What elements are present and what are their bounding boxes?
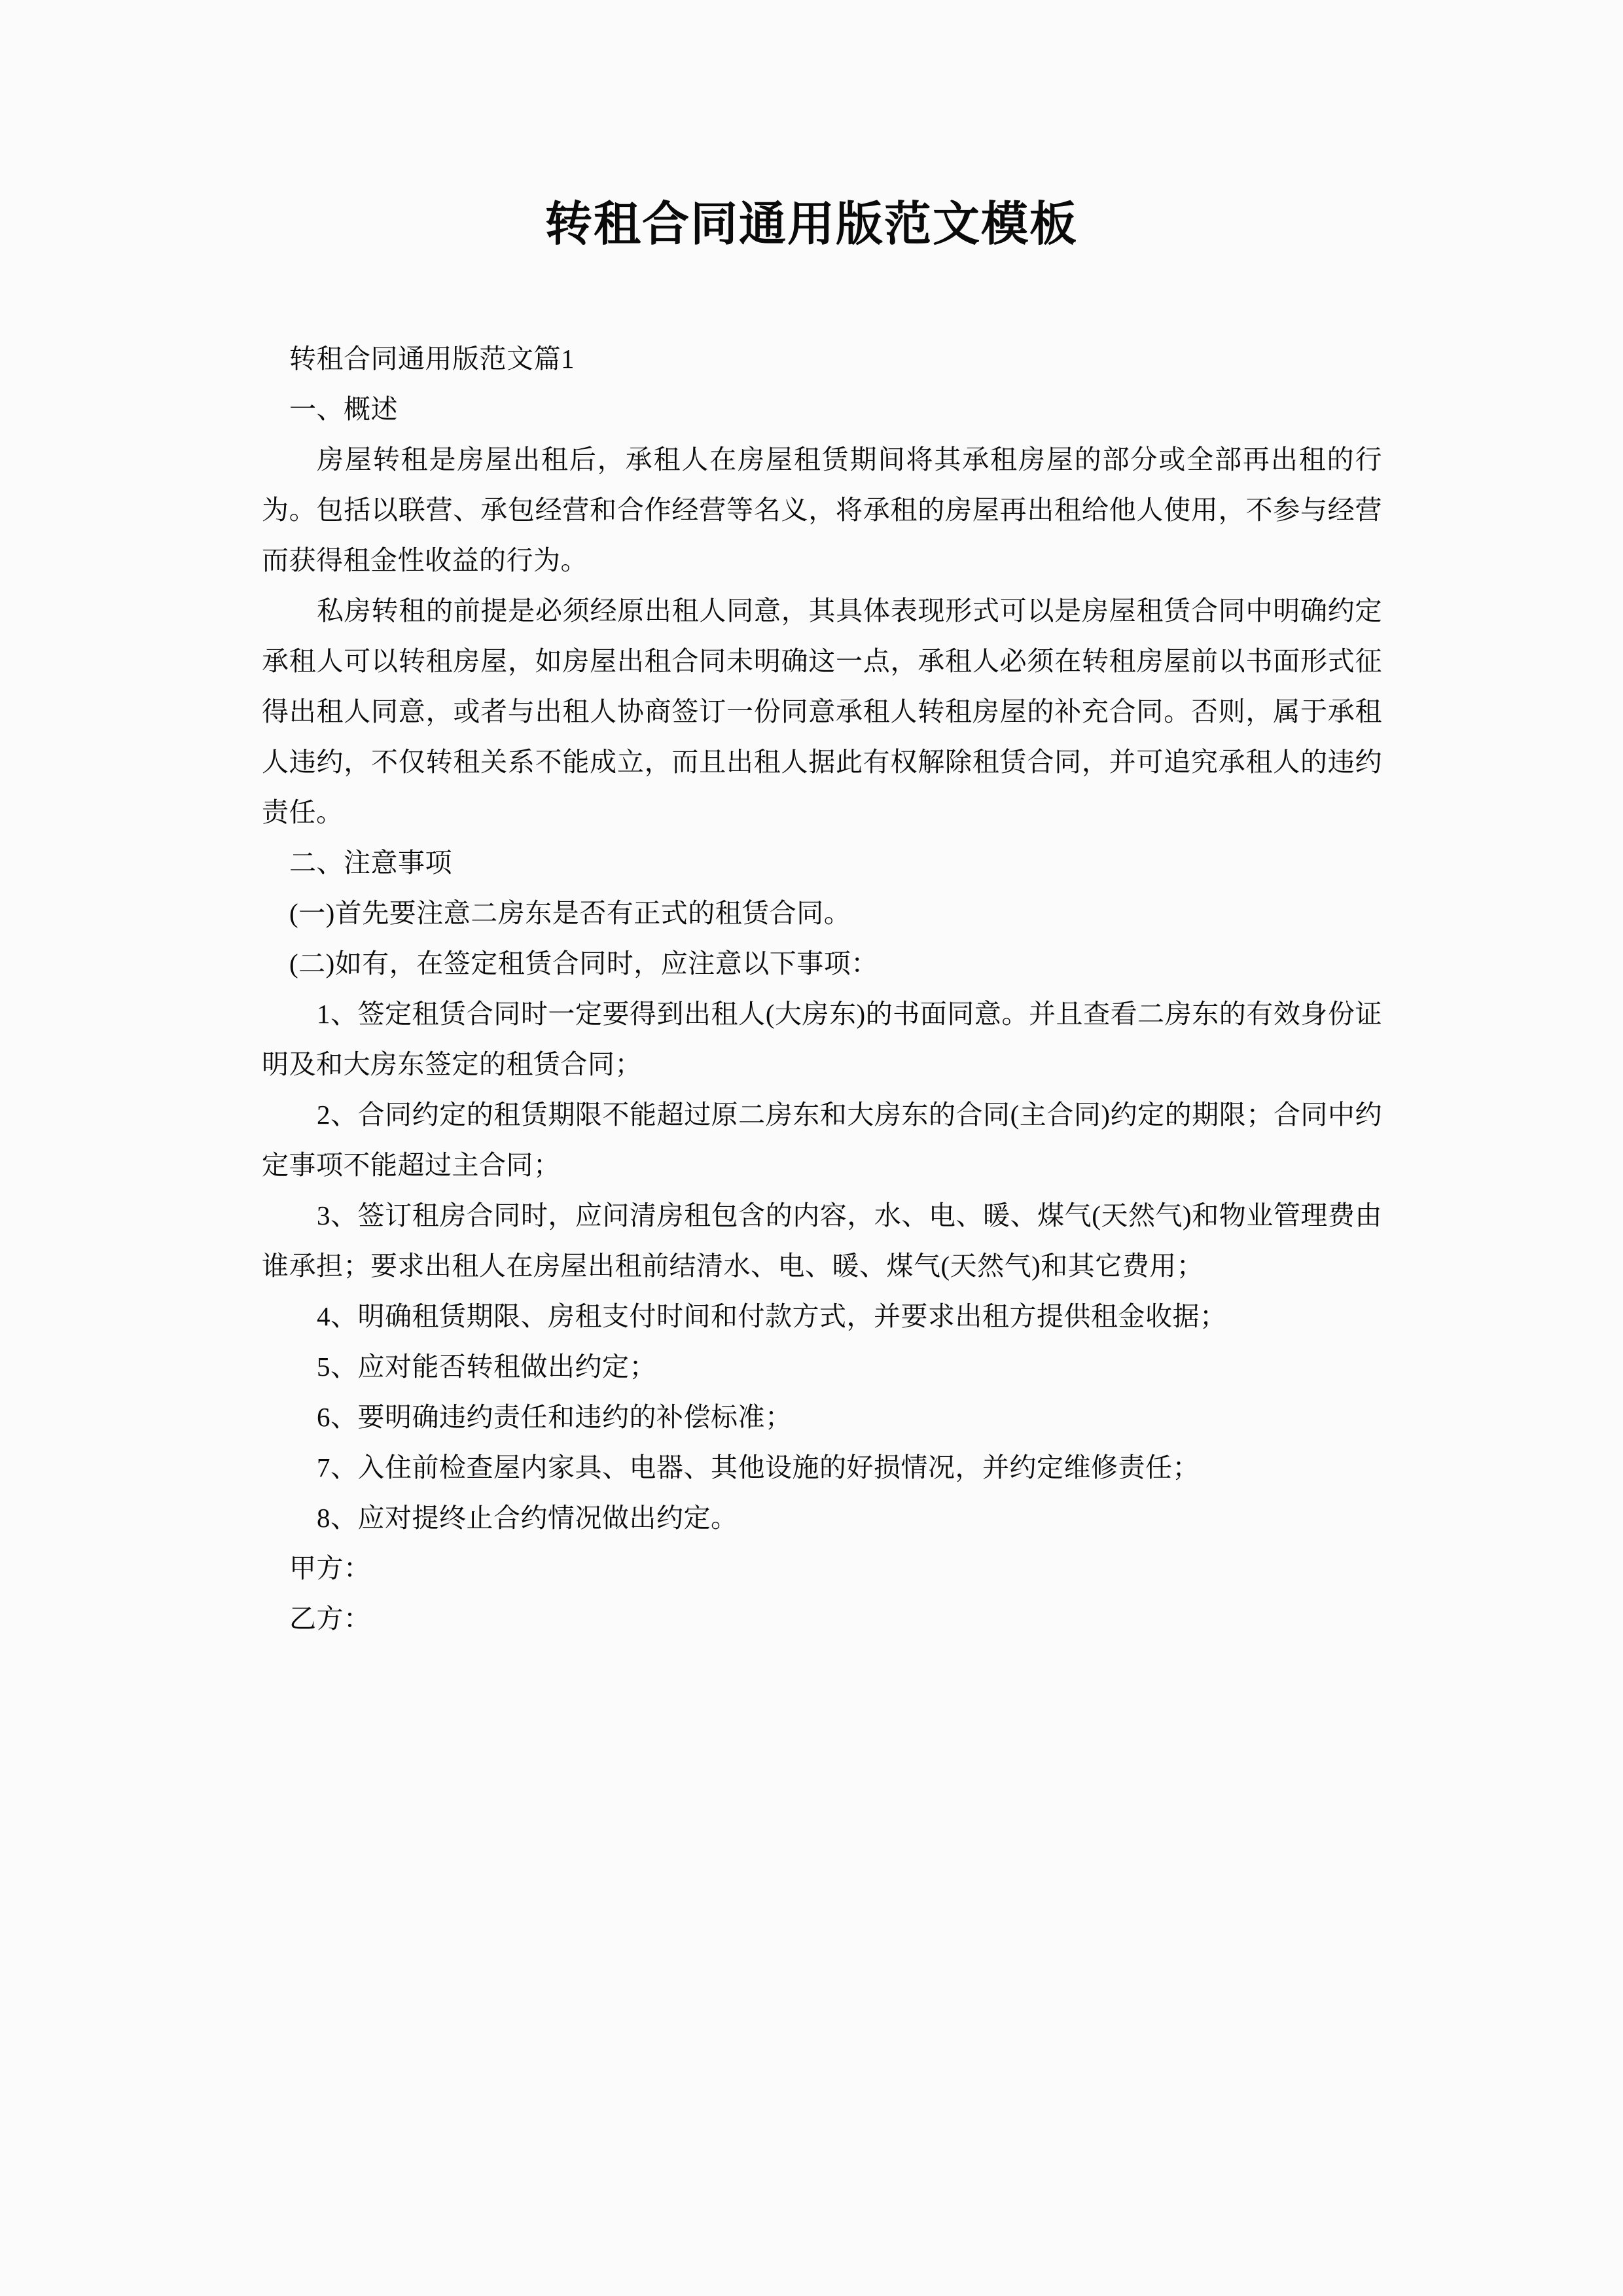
paragraph-sublease-definition: 房屋转租是房屋出租后，承租人在房屋租赁期间将其承租房屋的部分或全部再出租的行为。包括以联营、承包经营和合作经营等名义，将承租的房屋再出租给他人使用，不参与经营而获得租金性收益的行为。 <box>262 444 1382 575</box>
signature-party-a: 甲方： <box>289 1553 371 1583</box>
list-item-5: 5、应对能否转租做出约定； <box>317 1352 656 1382</box>
list-item-4: 4、明确租赁期限、房租支付时间和付款方式，并要求出租方提供租金收据； <box>317 1301 1227 1331</box>
list-item-8: 8、应对提终止合约情况做出约定。 <box>317 1503 738 1533</box>
paragraph-subtitle: 转租合同通用版范文篇1 <box>289 344 575 374</box>
document-body <box>262 334 1382 1644</box>
list-item-7: 7、入住前检查屋内家具、电器、其他设施的好损情况，并约定维修责任； <box>317 1452 1200 1482</box>
list-item-1: 1、签定租赁合同时一定要得到出租人(大房东)的书面同意。并且查看二房东的有效身份证明及和大房东签定的租赁合同； <box>262 999 1382 1079</box>
signature-party-b: 乙方： <box>289 1604 371 1634</box>
heading-notices: 二、注意事项 <box>289 848 452 878</box>
heading-overview: 一、概述 <box>289 394 398 424</box>
list-item-2: 2、合同约定的租赁期限不能超过原二房东和大房东的合同(主合同)约定的期限；合同中约定事项不能超过主合同； <box>262 1100 1382 1180</box>
list-item-3: 3、签订租房合同时，应问清房租包含的内容，水、电、暖、煤气(天然气)和物业管理费由谁承担；要求出租人在房屋出租前结清水、电、暖、煤气(天然气)和其它费用； <box>262 1200 1382 1281</box>
notice-item-a: (一)首先要注意二房东是否有正式的租赁合同。 <box>289 898 851 928</box>
list-item-6: 6、要明确违约责任和违约的补偿标准； <box>317 1402 793 1432</box>
page-title: 转租合同通用版范文模板 <box>544 198 1078 251</box>
notice-item-b: (二)如有，在签定租赁合同时，应注意以下事项： <box>289 948 878 978</box>
paragraph-landlord-consent: 私房转租的前提是必须经原出租人同意，其具体表现形式可以是房屋租赁合同中明确约定承租人可以转租房屋，如房屋出租合同未明确这一点，承租人必须在转租房屋前以书面形式征得出租人同意，或者与出租人协商签订一份同意承租人转租房屋的补充合同。否则，属于承租人违约，不仅转租关系不能成立，而且出租人据此有权解除租赁合同，并可追究承租人的违约责任。 <box>262 596 1382 827</box>
